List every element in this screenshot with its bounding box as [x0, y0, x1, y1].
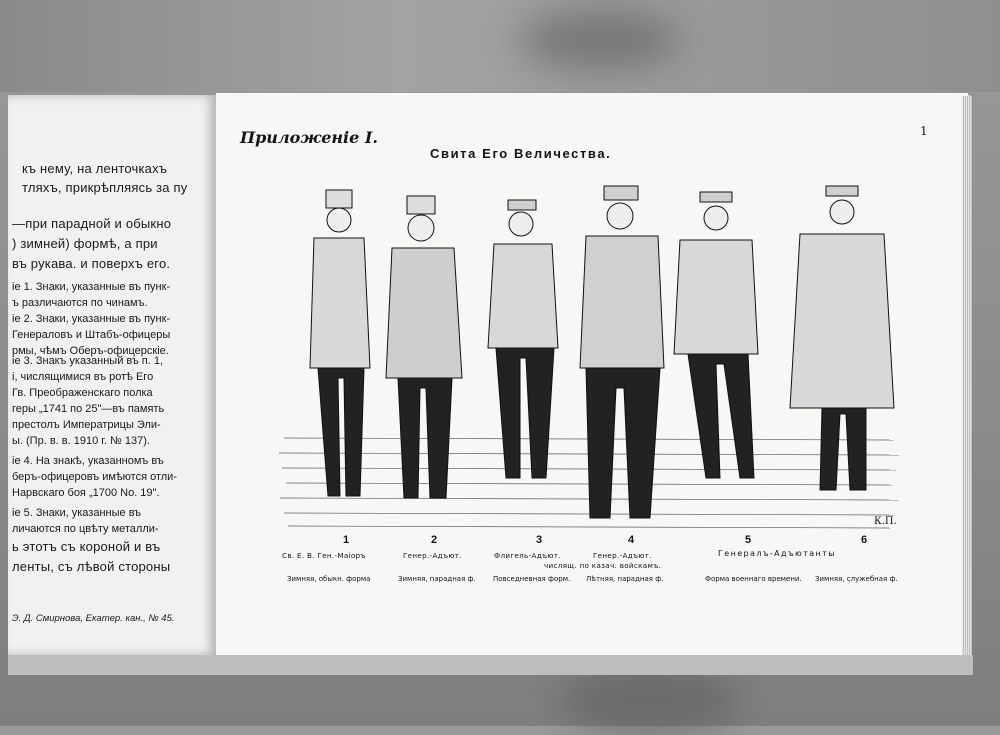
text-line: Нарвскаго боя „1700 No. 19".: [12, 487, 160, 499]
figure-subcaption: Лѣтняя, парадная ф.: [586, 575, 664, 583]
figure-subcaption: Зимняя, служебная ф.: [815, 575, 898, 583]
figure-number: 6: [861, 534, 868, 546]
figure-3-drawing: [488, 200, 558, 478]
figure-5-drawing: [674, 192, 758, 478]
printer-footer: Э. Д. Смирнова, Екатер. кан., № 45.: [12, 613, 175, 624]
text-line: ленты, съ лѣвой стороны: [12, 559, 171, 574]
text-line: i, числящимися въ ротѣ Его: [12, 371, 154, 383]
text-line: ъ различаются по чинамъ.: [12, 297, 148, 309]
figure-caption: Генер.-Адъют.: [403, 551, 462, 560]
text-line: престолъ Императрицы Эли-: [12, 419, 161, 431]
text-line: Гв. Преображенскаго полка: [12, 387, 153, 399]
text-line: ie 3. Знакъ указанный въ п. 1,: [12, 355, 164, 367]
background-shadow: [520, 10, 680, 70]
uniform-illustration: [274, 178, 904, 534]
text-line: геры „1741 по 25"—въ память: [12, 403, 165, 415]
text-line: ) зимней) формѣ, а при: [12, 236, 158, 251]
figure-6-drawing: [790, 186, 894, 490]
text-line: ie 4. На знакѣ, указанномъ въ: [12, 455, 164, 467]
figure-4-drawing: [580, 186, 664, 518]
figure-subcaption: Зимняя, обыкн. форма: [287, 575, 371, 583]
plate-title: Свита Его Величества.: [430, 146, 612, 161]
figure-1-drawing: [310, 190, 370, 496]
figure-caption: числящ. по казач. войскамъ.: [544, 561, 662, 570]
figure-subcaption: Зимняя, парадная ф.: [398, 575, 476, 583]
book-bottom-edge: [8, 655, 973, 675]
figure-number: 3: [536, 534, 543, 546]
background-top: [0, 0, 1000, 92]
text-line: ie 2. Знаки, указанные въ пунк-: [12, 313, 171, 325]
figure-subcaption: Повседневная форм.: [493, 575, 571, 583]
page-edge: [962, 96, 972, 666]
text-line: ы. (Пр. в. в. 1910 г. № 137).: [12, 435, 150, 447]
group-caption: Генералъ-Адъютанты: [718, 549, 836, 558]
monogram: К.П.: [874, 516, 897, 527]
text-line: —при парадной и обыкно: [12, 216, 172, 231]
figure-caption: Генер.-Адъют.: [593, 551, 652, 560]
figure-2-drawing: [386, 196, 462, 498]
text-line: рмы, чѣмъ Оберъ-офицерскіе.: [12, 345, 169, 357]
page-number: 1: [920, 124, 928, 138]
figure-number: 2: [431, 534, 438, 546]
figure-number: 4: [628, 534, 635, 546]
text-line: беръ-офицеровъ имѣются отли-: [12, 471, 177, 483]
text-line: личаются по цвѣту металли-: [12, 523, 159, 535]
left-page: [8, 95, 216, 655]
text-line: тляхъ, прикрѣпляясь за пу: [22, 180, 188, 195]
text-line: Генераловъ и Штабъ-офицеры: [12, 329, 171, 341]
text-line: ie 1. Знаки, указанные въ пунк-: [12, 281, 171, 293]
appendix-heading: Приложеніе I.: [240, 128, 378, 147]
figure-number: 1: [343, 534, 350, 546]
background-shadow: [560, 665, 740, 735]
text-line: къ нему, на ленточкахъ: [22, 161, 168, 176]
text-line: ie 5. Знаки, указанные въ: [12, 507, 142, 519]
figure-caption: Флигель-Адъют.: [494, 551, 561, 560]
text-line: въ рукава. и поверхъ его.: [12, 256, 171, 271]
figure-number: 5: [745, 534, 752, 546]
figure-caption: Св. Е. В. Ген.-Маіоръ: [282, 551, 366, 560]
figure-subcaption: Форма военнаго времени.: [705, 575, 802, 583]
text-line: ь этотъ съ короной и въ: [12, 539, 161, 554]
